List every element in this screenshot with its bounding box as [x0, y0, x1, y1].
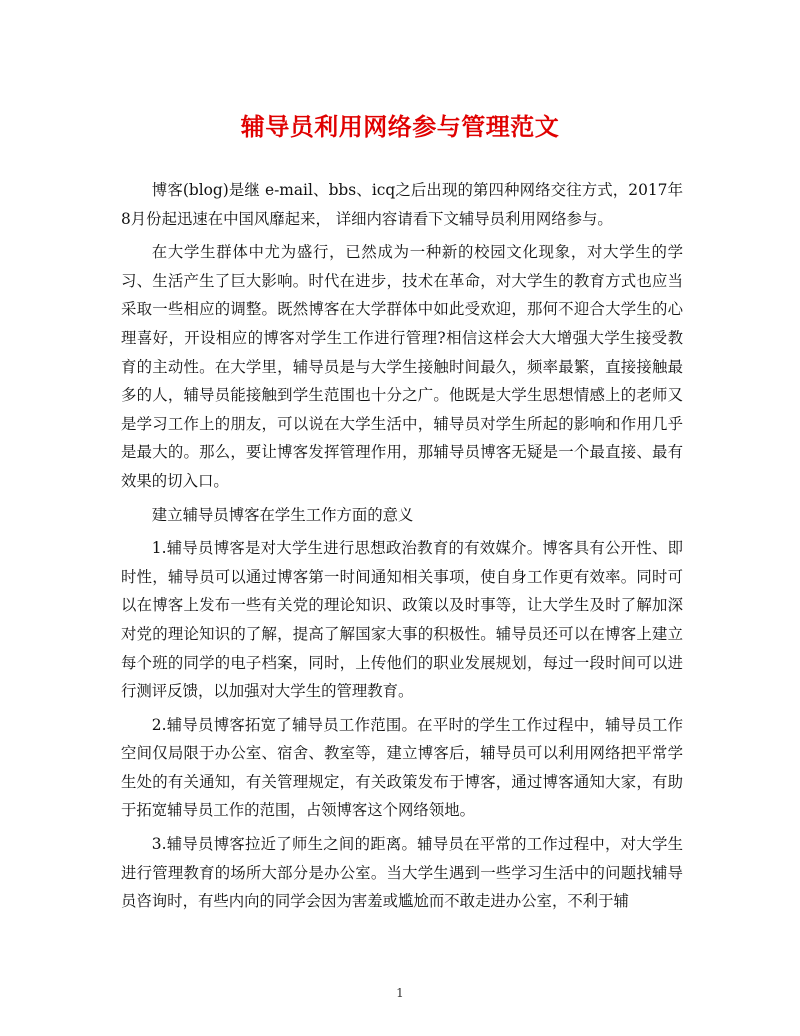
paragraph-point-3: 3.辅导员博客拉近了师生之间的距离。辅导员在平常的工作过程中，对大学生进行管理教育的场所大部分是办公室。当大学生遇到一些学习生活中的问题找辅导员咨询时，有些内向的同学会因为害羞或尴尬而不敢走进办公室，不利于辅 — [121, 835, 683, 911]
paragraph-point-2: 2.辅导员博客拓宽了辅导员工作范围。在平时的学生工作过程中，辅导员工作空间仅局限于办公室、宿舍、教室等，建立博客后，辅导员可以利用网络把平常学生处的有关通知，有关管理规定，有关政策发布于博客，通过博客通知大家，有助于拓宽辅导员工作的范围，占领博客这个网络领地。 — [121, 715, 683, 820]
document-body — [121, 176, 683, 921]
paragraph-intro: 博客(blog)是继 e-mail、bbs、icq之后出现的第四种网络交往方式，2017年8月份起迅速在中国风靡起来， 详细内容请看下文辅导员利用网络参与。 — [121, 181, 683, 228]
page-number: 1 — [396, 986, 404, 1000]
paragraph-point-1: 1.辅导员博客是对大学生进行思想政治教育的有效媒介。博客具有公开性、即时性，辅导员可以通过博客第一时间通知相关事项，使自身工作更有效率。同时可以在博客上发布一些有关党的理论知识、政策以及时事等，让大学生及时了解加深对党的理论知识的了解，提高了解国家大事的积极性。辅导员还可以在博客上建立每个班的同学的电子档案，同时，上传他们的职业发展规划，每过一段时间可以进行测评反馈，以加强对大学生的管理教育。 — [121, 539, 683, 701]
paragraph-background: 在大学生群体中尤为盛行，已然成为一种新的校园文化现象，对大学生的学习、生活产生了巨大影响。时代在进步，技术在革命，对大学生的教育方式也应当采取一些相应的调整。既然博客在大学群体中如此受欢迎，那何不迎合大学生的心理喜好，开设相应的博客对学生工作进行管理?相信这样会大大增强大学生接受教育的主动性。在大学里，辅导员是与大学生接触时间最久，频率最繁，直接接触最多的人，辅导员能接触到学生范围也十分之广。他既是大学生思想情感上的老师又是学习工作上的朋友，可以说在大学生活中，辅导员对学生所起的影响和作用几乎是最大的。那么，要让博客发挥管理作用，那辅导员博客无疑是一个最直接、最有效果的切入口。 — [121, 243, 683, 490]
section-heading: 建立辅导员博客在学生工作方面的意义 — [151, 505, 414, 524]
document-title: 辅导员利用网络参与管理范文 — [240, 112, 560, 141]
